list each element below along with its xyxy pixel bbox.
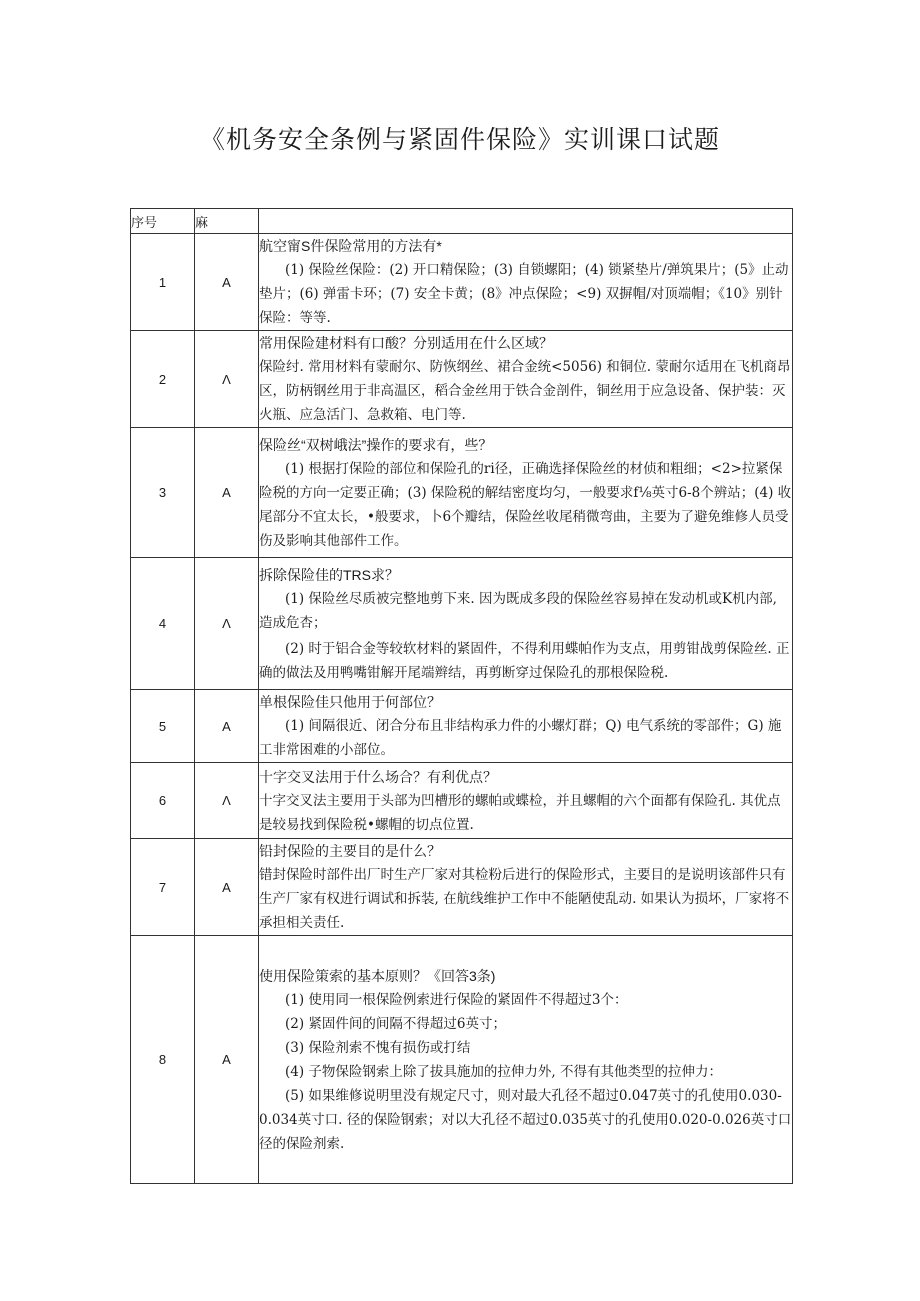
question-text: 拆除保险佳的TRS求？: [259, 566, 399, 583]
header-question: [259, 209, 793, 234]
question-table: [130, 208, 793, 1184]
question-cell: [259, 428, 793, 558]
question-text: 常用保险建材料有口酸？分别适用在什么区域？: [259, 335, 553, 351]
answer-paragraph: (1) 保险丝保险：(2) 开口精保险；(3) 自锁螺阳；(4) 锁紧垫片/弹筑果片；(5》止动垫片；(6) 弹雷卡环；(7) 安全卡黄；(8》冲点保险；<9) 双摒帽/对顶端帽；《10》别针保险：等等.: [259, 262, 789, 326]
table-row: [131, 690, 793, 763]
row-answer-mark: A: [195, 234, 259, 331]
row-number: 4: [131, 558, 195, 690]
row-answer-mark: Λ: [195, 558, 259, 690]
answer-paragraph: (1) 保险丝尽质被完整地剪下来. 因为既成多段的保险丝容易掉在发动机或K机内部, 造成危杏；: [259, 590, 777, 631]
question-text: 铅封保险的主要目的是什么？: [259, 843, 441, 859]
table-row: [131, 763, 793, 839]
answer-paragraph: 保险纣. 常用材料有蒙耐尔、防恢纲丝、裙合金统<5056) 和铜位. 蒙耐尔适用在飞机商昂区，防柄钢丝用于非高温区，稻合金丝用于铁合金剖件，铜丝用于应急设备、保护装：灭火瓶、应急活门、急救箱、电门等.: [259, 359, 791, 423]
row-answer-mark: Λ: [195, 763, 259, 839]
question-text: 保险丝“双树峨法”操作的要求有，些？: [259, 436, 493, 453]
page-title: 《机务安全条例与紧固件保险》实训课口试题: [199, 125, 720, 154]
answer-paragraph: (5) 如果维修说明里没有规定尺寸，则对最大孔径不超过0.047英寸的孔使用0.030-0.034英寸口. 径的保险钢索；对以大孔径不超过0.035英寸的孔使用0.020-0.026英寸口径的保险剂索.: [259, 1087, 792, 1152]
question-cell: [259, 331, 793, 428]
table-row: [131, 839, 793, 936]
row-number: 6: [131, 763, 195, 839]
answer-paragraph: (4) 子物保险钢索上除了拔具施加的拉伸力外, 不得有其他类型的拉伸力：: [285, 1063, 722, 1080]
answer-paragraph: (3) 保险剂索不愧有损伤或打结: [285, 1039, 471, 1056]
row-answer-mark: Λ: [195, 331, 259, 428]
answer-paragraph: (1) 根据打保险的部位和保险孔的ri径，正确选择保险丝的材侦和粗细；<2>拉紧保险税的方向一定要正确；(3) 保险税的解结密度均匀，一般要求f⅛英寸6-8个辨站；(4) 收尾部分不宜太长，•般要求，卜6个瓣结，保险丝收尾稍微弯曲，主要为了避免维修人员受伤及影响其他部件工作。: [259, 460, 792, 549]
question-cell: [259, 558, 793, 690]
table-row: [131, 936, 793, 1184]
row-answer-mark: A: [195, 839, 259, 936]
question-text: 单根保险佳只他用于何部位？: [259, 694, 441, 710]
row-number: 2: [131, 331, 195, 428]
question-cell: [259, 763, 793, 839]
row-number: 8: [131, 936, 195, 1184]
row-number: 3: [131, 428, 195, 558]
question-cell: [259, 839, 793, 936]
answer-paragraph: (1) 间隔很近、闭合分布且非结构承力件的小螺灯群；Q) 电气系统的零部件；G) 施工非常困难的小部位。: [259, 718, 782, 758]
row-answer-mark: A: [195, 936, 259, 1184]
answer-paragraph: (1) 使用同一根保险例索进行保险的紧固件不得超过3个：: [285, 991, 628, 1008]
header-answer: 麻: [195, 209, 259, 234]
answer-paragraph: 错封保险时部件出厂时生产厂家对其检粉后进行的保险形式，主要目的是说明该部件只有生产厂家有权进行调试和拆装, 在航线维护工作中不能陋使乱动. 如果认为损坏，厂家将不承担相关责任.: [259, 867, 790, 931]
question-cell: [259, 690, 793, 763]
answer-paragraph: (2) 时于铝合金等较软材料的紧固件，不得利用蝶帕作为支点，用剪钳战剪保险丝. 正确的做法及用鸭嘴钳解开尾端辫结，再剪断穿过保险孔的那根保险税.: [259, 640, 790, 681]
table-row: [131, 331, 793, 428]
row-answer-mark: A: [195, 690, 259, 763]
row-number: 7: [131, 839, 195, 936]
answer-paragraph: 十字交叉法主要用于头部为凹槽形的螺帕或蝶检，并且螺帽的六个面都有保险孔. 其优点是较易找到保险税•螺帽的切点位置.: [259, 792, 781, 833]
table-row: [131, 234, 793, 331]
table-row: [131, 558, 793, 690]
header-no: 序号: [131, 209, 195, 234]
row-number: 1: [131, 234, 195, 331]
question-text: 十字交叉法用于什么场合？有利优点？: [259, 768, 497, 785]
question-cell: [259, 234, 793, 331]
table-header-row: [131, 209, 793, 234]
question-text: 使用保险策索的基本原则？《回答3条): [259, 967, 496, 984]
row-answer-mark: A: [195, 428, 259, 558]
table-row: [131, 428, 793, 558]
answer-paragraph: (2) 紧固件间的间隔不得超过6英寸；: [285, 1015, 507, 1032]
row-number: 5: [131, 690, 195, 763]
question-text: 航空甯S件保险常用的方法有*: [259, 238, 442, 254]
question-cell: [259, 936, 793, 1184]
